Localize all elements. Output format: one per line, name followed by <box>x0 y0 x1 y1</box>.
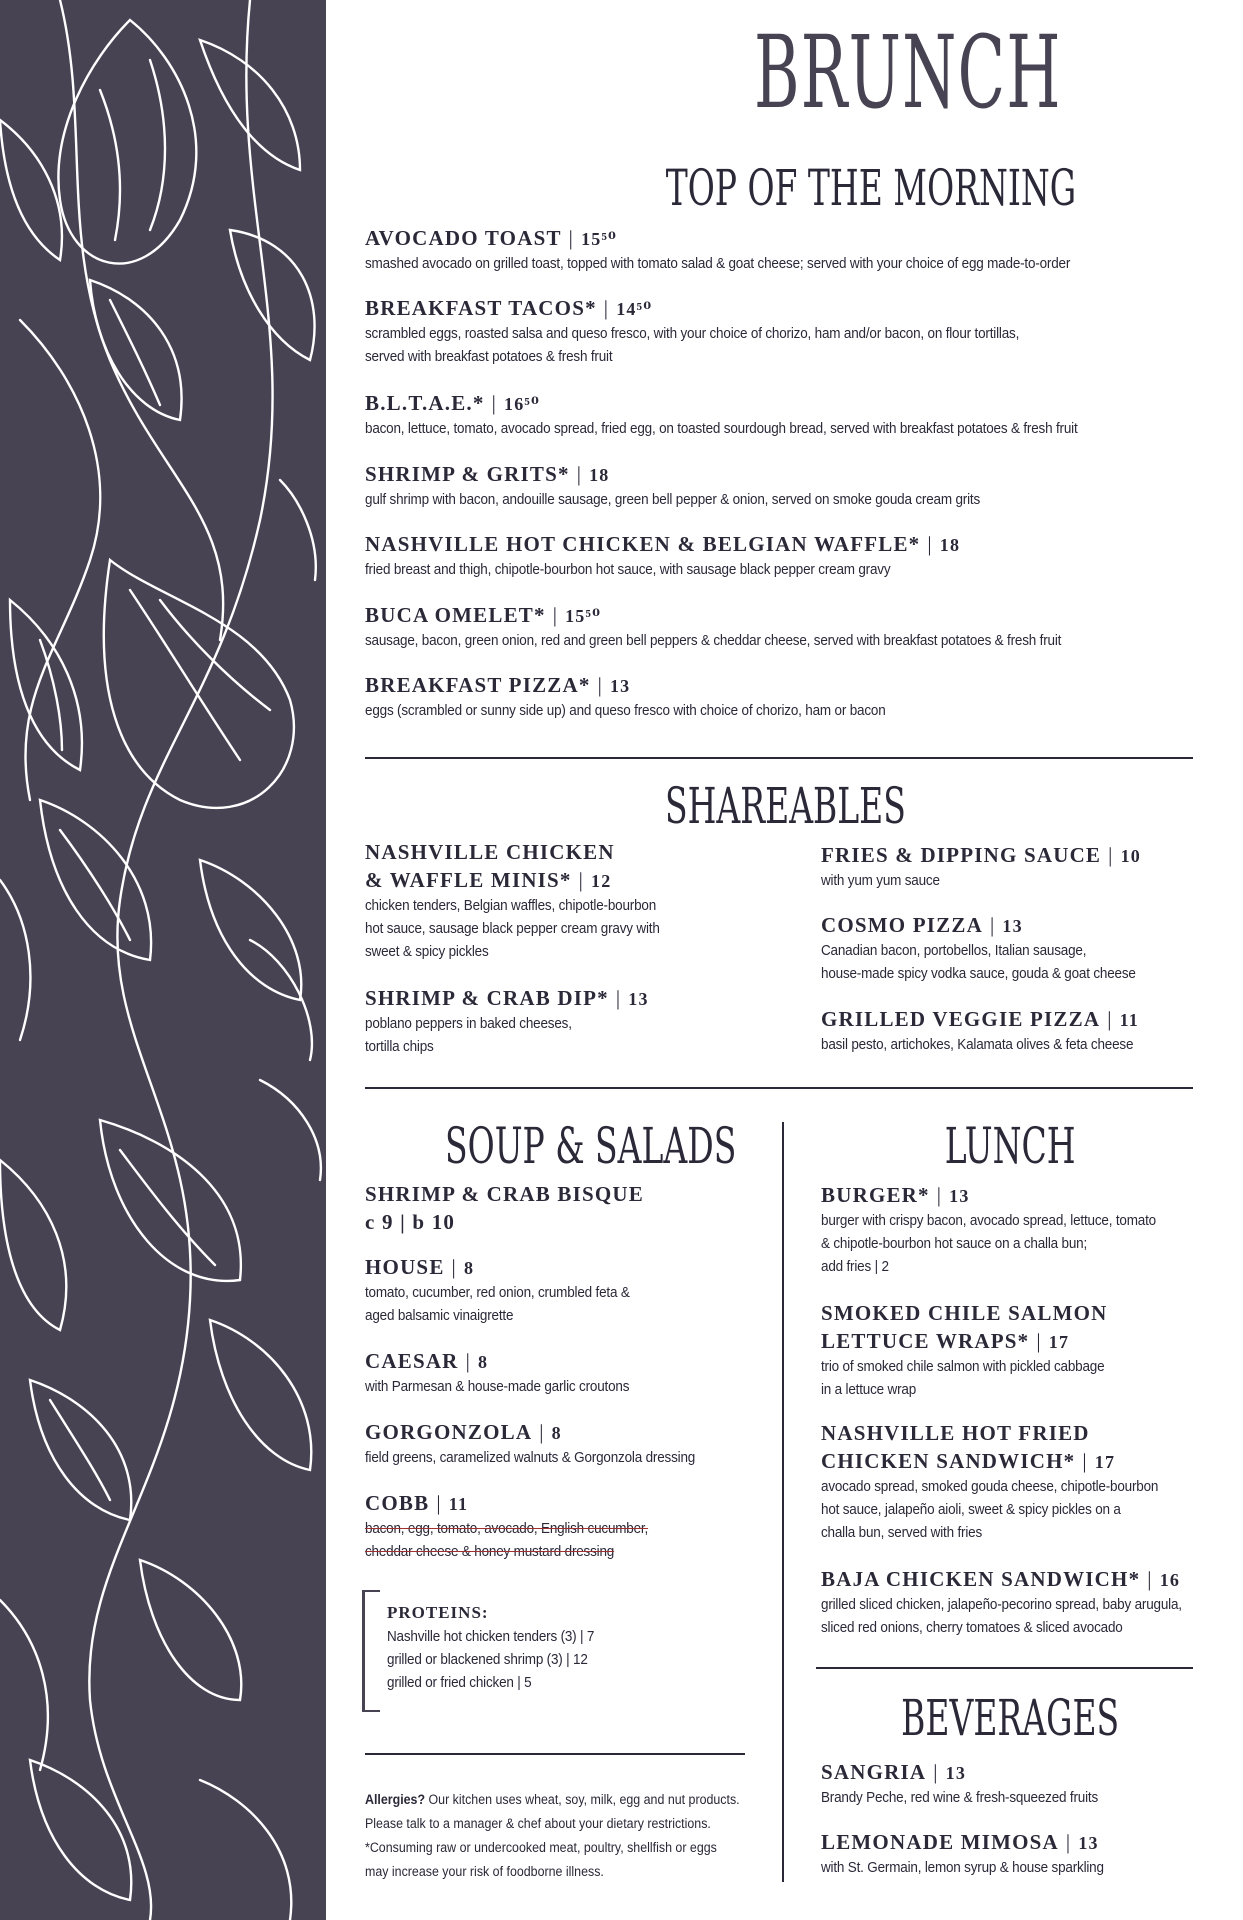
proteins-list <box>387 1626 610 1695</box>
menu-item <box>365 530 960 582</box>
item-name <box>365 1180 644 1208</box>
item-price: 11 <box>448 1494 469 1514</box>
item-description: sliced red onions, cherry tomatoes & sliced avocado <box>821 1620 1123 1636</box>
section-title-soup-salads <box>370 1118 740 1174</box>
item-description: add fries | 2 <box>821 1259 889 1275</box>
section-title-top-of-the-morning <box>560 159 1077 217</box>
menu-item <box>821 1565 1209 1640</box>
price-separator: | <box>552 603 559 627</box>
price-separator: | <box>451 1255 457 1279</box>
price-separator: | <box>1065 1830 1072 1854</box>
item-description: poblano peppers in baked cheeses, <box>365 1016 572 1032</box>
item-name <box>365 984 649 1013</box>
item-description: in a lettuce wrap <box>821 1382 917 1398</box>
price-separator: | <box>491 391 497 415</box>
allergy-text: Our kitchen uses wheat, soy, milk, egg and nut products. <box>425 1792 740 1807</box>
allergy-notice <box>365 1788 740 1884</box>
item-description: & chipotle-bourbon hot sauce on a challa bun; <box>821 1236 1088 1252</box>
menu-title: BRUNCH <box>753 14 1062 131</box>
item-description: hot sauce, sausage black pepper cream gravy with <box>365 921 660 937</box>
item-name <box>365 838 682 866</box>
proteins-title: PROTEINS: <box>387 1603 489 1622</box>
item-name-text: LETTUCE WRAPS* <box>821 1329 1030 1353</box>
price-separator: | <box>603 296 610 320</box>
item-price: 10 <box>1120 846 1141 866</box>
price-separator: | <box>927 532 933 556</box>
item-name <box>821 1565 1209 1594</box>
item-name <box>821 911 1159 940</box>
item-price: 17 <box>1094 1452 1116 1472</box>
price-separator: | <box>465 1349 471 1373</box>
item-price: 12 <box>591 871 612 891</box>
item-name <box>821 1447 1184 1476</box>
item-description: bacon, lettuce, tomato, avocado spread, fried egg, on toasted sourdough bread, served with breakfast potatoes & fresh fruit <box>365 421 1078 437</box>
item-name-text: GORGONZOLA <box>365 1420 533 1444</box>
item-description: bacon, egg, tomato, avocado, English cucumber, <box>365 1521 649 1537</box>
item-name <box>821 1005 1157 1034</box>
item-price: 13 <box>628 989 649 1009</box>
menu-item <box>365 1180 644 1236</box>
item-price: 8 <box>463 1258 475 1278</box>
item-description: sausage, bacon, green onion, red and green bell peppers & cheddar cheese, served with breakfast potatoes & fresh fruit <box>365 633 1062 649</box>
price-separator: | <box>936 1183 943 1207</box>
section-title-shareables <box>560 778 1010 834</box>
section-title-beverages <box>830 1690 1190 1746</box>
price-separator: | <box>578 868 585 892</box>
item-name-text: NASHVILLE HOT FRIED <box>821 1421 1090 1445</box>
item-price: 13 <box>1078 1833 1099 1853</box>
price-separator: | <box>989 913 996 937</box>
item-name-text: AVOCADO TOAST <box>365 226 562 250</box>
item-price: 16 <box>1159 1570 1181 1590</box>
item-description: with St. Germain, lemon syrup & house sparkling <box>821 1860 1104 1876</box>
item-name <box>365 601 1114 630</box>
item-name <box>365 1489 669 1518</box>
item-description: chicken tenders, Belgian waffles, chipotle-bourbon <box>365 898 657 914</box>
item-description: aged balsamic vinaigrette <box>365 1308 514 1324</box>
price-separator: | <box>539 1420 545 1444</box>
item-name <box>821 1299 1126 1327</box>
price-separator: | <box>1107 1007 1113 1031</box>
item-name <box>821 1828 1125 1857</box>
item-name-text: LEMONADE MIMOSA <box>821 1830 1059 1854</box>
item-name <box>821 1327 1126 1356</box>
item-name <box>821 841 1141 870</box>
proteins-box <box>387 1600 610 1695</box>
item-description: Brandy Peche, red wine & fresh-squeezed fruits <box>821 1790 1099 1806</box>
item-description: scrambled eggs, roasted salsa and queso fresco, with your choice of chorizo, ham and/or bacon, on flour tortillas, <box>365 326 1020 342</box>
menu-item <box>365 460 1026 512</box>
floral-decoration-panel <box>0 0 326 1920</box>
item-description: with yum yum sauce <box>821 873 940 889</box>
item-name-text: BREAKFAST TACOS* <box>365 296 597 320</box>
allergy-text: Please talk to a manager & chef about your dietary restrictions. <box>365 1816 711 1831</box>
item-price: 18 <box>939 535 961 555</box>
item-name-text: BUCA OMELET* <box>365 603 546 627</box>
item-name-text: SMOKED CHILE SALMON <box>821 1301 1108 1325</box>
item-price: 13 <box>949 1186 970 1206</box>
item-description: sweet & spicy pickles <box>365 944 489 960</box>
item-name-text: GRILLED VEGGIE PIZZA <box>821 1007 1101 1031</box>
allergy-label: Allergies? <box>365 1792 426 1807</box>
item-name <box>365 294 1068 323</box>
item-price: 11 <box>1119 1010 1140 1030</box>
item-name-text: SHRIMP & GRITS* <box>365 462 570 486</box>
menu-item <box>821 1758 1119 1810</box>
item-name-text: FRIES & DIPPING SAUCE <box>821 843 1102 867</box>
menu-item <box>365 224 1123 276</box>
item-description: grilled sliced chicken, jalapeño-pecorino spread, baby arugula, <box>821 1597 1182 1613</box>
item-description: challa bun, served with fries <box>821 1525 983 1541</box>
section-title-text: BEVERAGES <box>900 1689 1120 1747</box>
item-name <box>365 1253 650 1282</box>
menu-item <box>365 1347 649 1399</box>
item-name-text: NASHVILLE HOT CHICKEN & BELGIAN WAFFLE* <box>365 532 921 556</box>
item-name <box>365 1418 720 1447</box>
item-description: fried breast and thigh, chipotle-bourbon hot sauce, with sausage black pepper cream gravy <box>365 562 891 578</box>
section-title-text: SHAREABLES <box>664 777 906 835</box>
item-name-text: BAJA CHICKEN SANDWICH* <box>821 1567 1141 1591</box>
price-separator: | <box>568 226 575 250</box>
menu-item <box>365 601 1114 653</box>
item-name-text: SHRIMP & CRAB BISQUE <box>365 1182 644 1206</box>
item-name-text: COSMO PIZZA <box>821 913 983 937</box>
divider <box>816 1667 1193 1669</box>
menu-item <box>365 1253 650 1328</box>
item-name <box>365 224 1123 253</box>
item-price: 15⁵⁰ <box>581 229 618 249</box>
item-name-text: NASHVILLE CHICKEN <box>365 840 615 864</box>
price-separator: | <box>1036 1329 1042 1353</box>
item-description: tortilla chips <box>365 1039 434 1055</box>
item-name-text: CHICKEN SANDWICH* <box>821 1449 1076 1473</box>
item-name <box>365 389 1131 418</box>
menu-item <box>821 1828 1125 1880</box>
item-description: smashed avocado on grilled toast, topped with tomato salad & goat cheese; served with your choice of egg made-to-order <box>365 256 1071 272</box>
item-description: trio of smoked chile salmon with pickled cabbage <box>821 1359 1105 1375</box>
price-separator: | <box>597 673 603 697</box>
item-price: 13 <box>945 1763 967 1783</box>
item-description: with Parmesan & house-made garlic croutons <box>365 1379 630 1395</box>
menu-item <box>365 389 1131 441</box>
item-price: 13 <box>609 676 631 696</box>
item-price: 8 <box>477 1352 489 1372</box>
item-price: 16⁵⁰ <box>504 394 541 414</box>
item-description: burger with crispy bacon, avocado spread, lettuce, tomato <box>821 1213 1156 1229</box>
item-price: 14⁵⁰ <box>616 299 653 319</box>
item-name-text: & WAFFLE MINIS* <box>365 868 572 892</box>
item-price: 17 <box>1048 1332 1070 1352</box>
item-description: avocado spread, smoked gouda cheese, chipotle-bourbon <box>821 1479 1159 1495</box>
item-description: cheddar cheese & honey mustard dressing <box>365 1544 615 1560</box>
item-name-text: SHRIMP & CRAB DIP* <box>365 986 609 1010</box>
proteins-bracket <box>362 1590 380 1712</box>
protein-option: Nashville hot chicken tenders (3) | 7 <box>387 1629 595 1645</box>
item-name-text: HOUSE <box>365 1255 445 1279</box>
item-description: gulf shrimp with bacon, andouille sausage, green bell pepper & onion, served on smoke gouda cream grits <box>365 492 981 508</box>
menu-item <box>821 911 1159 986</box>
menu-item <box>821 1419 1184 1545</box>
item-price: 18 <box>589 465 610 485</box>
divider <box>365 1753 745 1755</box>
item-description: eggs (scrambled or sunny side up) and queso fresco with choice of chorizo, ham or bacon <box>365 703 886 719</box>
price-separator: | <box>576 462 583 486</box>
price-separator: | <box>1108 843 1114 867</box>
item-name <box>365 671 925 700</box>
menu-item <box>365 671 925 723</box>
item-name <box>365 530 960 559</box>
item-name-text: B.L.T.A.E.* <box>365 391 485 415</box>
item-description: hot sauce, jalapeño aioli, sweet & spicy pickles on a <box>821 1502 1121 1518</box>
item-name-text: CAESAR <box>365 1349 459 1373</box>
item-description: tomato, cucumber, red onion, crumbled feta & <box>365 1285 630 1301</box>
menu-item <box>365 1489 669 1564</box>
section-title-text: TOP OF THE MORNING <box>665 159 1077 217</box>
column-divider <box>782 1122 784 1882</box>
menu-item <box>821 1299 1126 1402</box>
floral-line-art-icon <box>0 0 326 1920</box>
section-title-text: SOUP & SALADS <box>445 1117 737 1175</box>
item-description: field greens, caramelized walnuts & Gorgonzola dressing <box>365 1450 696 1466</box>
menu-item <box>365 1418 720 1470</box>
item-name <box>365 460 1026 489</box>
item-name <box>821 1419 1184 1447</box>
menu-item <box>821 1005 1157 1057</box>
divider <box>365 757 1193 759</box>
price-separator: | <box>933 1760 939 1784</box>
price-separator: | <box>436 1491 442 1515</box>
menu-item <box>821 1181 1181 1279</box>
item-name-text: BURGER* <box>821 1183 930 1207</box>
price-separator: | <box>1147 1567 1153 1591</box>
allergy-text: *Consuming raw or undercooked meat, poultry, shellfish or eggs <box>365 1840 717 1855</box>
allergy-text: may increase your risk of foodborne illness. <box>365 1864 604 1879</box>
item-name <box>365 1347 649 1376</box>
item-name-text: COBB <box>365 1491 430 1515</box>
menu-item <box>821 841 1141 893</box>
item-price: 13 <box>1002 916 1023 936</box>
item-name <box>365 866 682 895</box>
item-description: house-made spicy vodka sauce, gouda & goat cheese <box>821 966 1136 982</box>
item-name <box>821 1181 1181 1210</box>
item-price: 15⁵⁰ <box>565 606 602 626</box>
item-description: basil pesto, artichokes, Kalamata olives & feta cheese <box>821 1037 1134 1053</box>
protein-option: grilled or fried chicken | 5 <box>387 1675 532 1691</box>
item-name <box>365 1208 644 1236</box>
price-separator: | <box>1082 1449 1088 1473</box>
item-name-text: SANGRIA <box>821 1760 927 1784</box>
item-name-text: BREAKFAST PIZZA* <box>365 673 591 697</box>
item-description: served with breakfast potatoes & fresh fruit <box>365 349 613 365</box>
item-description: Canadian bacon, portobellos, Italian sausage, <box>821 943 1087 959</box>
section-title-text: LUNCH <box>944 1117 1076 1175</box>
item-price: 8 <box>551 1423 562 1443</box>
protein-option: grilled or blackened shrimp (3) | 12 <box>387 1652 588 1668</box>
menu-item <box>365 984 649 1059</box>
item-name-text: c 9 | b 10 <box>365 1210 456 1234</box>
price-separator: | <box>615 986 622 1010</box>
item-name <box>821 1758 1119 1787</box>
section-title-lunch <box>830 1118 1190 1174</box>
divider <box>365 1087 1193 1089</box>
menu-item <box>365 838 682 964</box>
menu-item <box>365 294 1068 369</box>
